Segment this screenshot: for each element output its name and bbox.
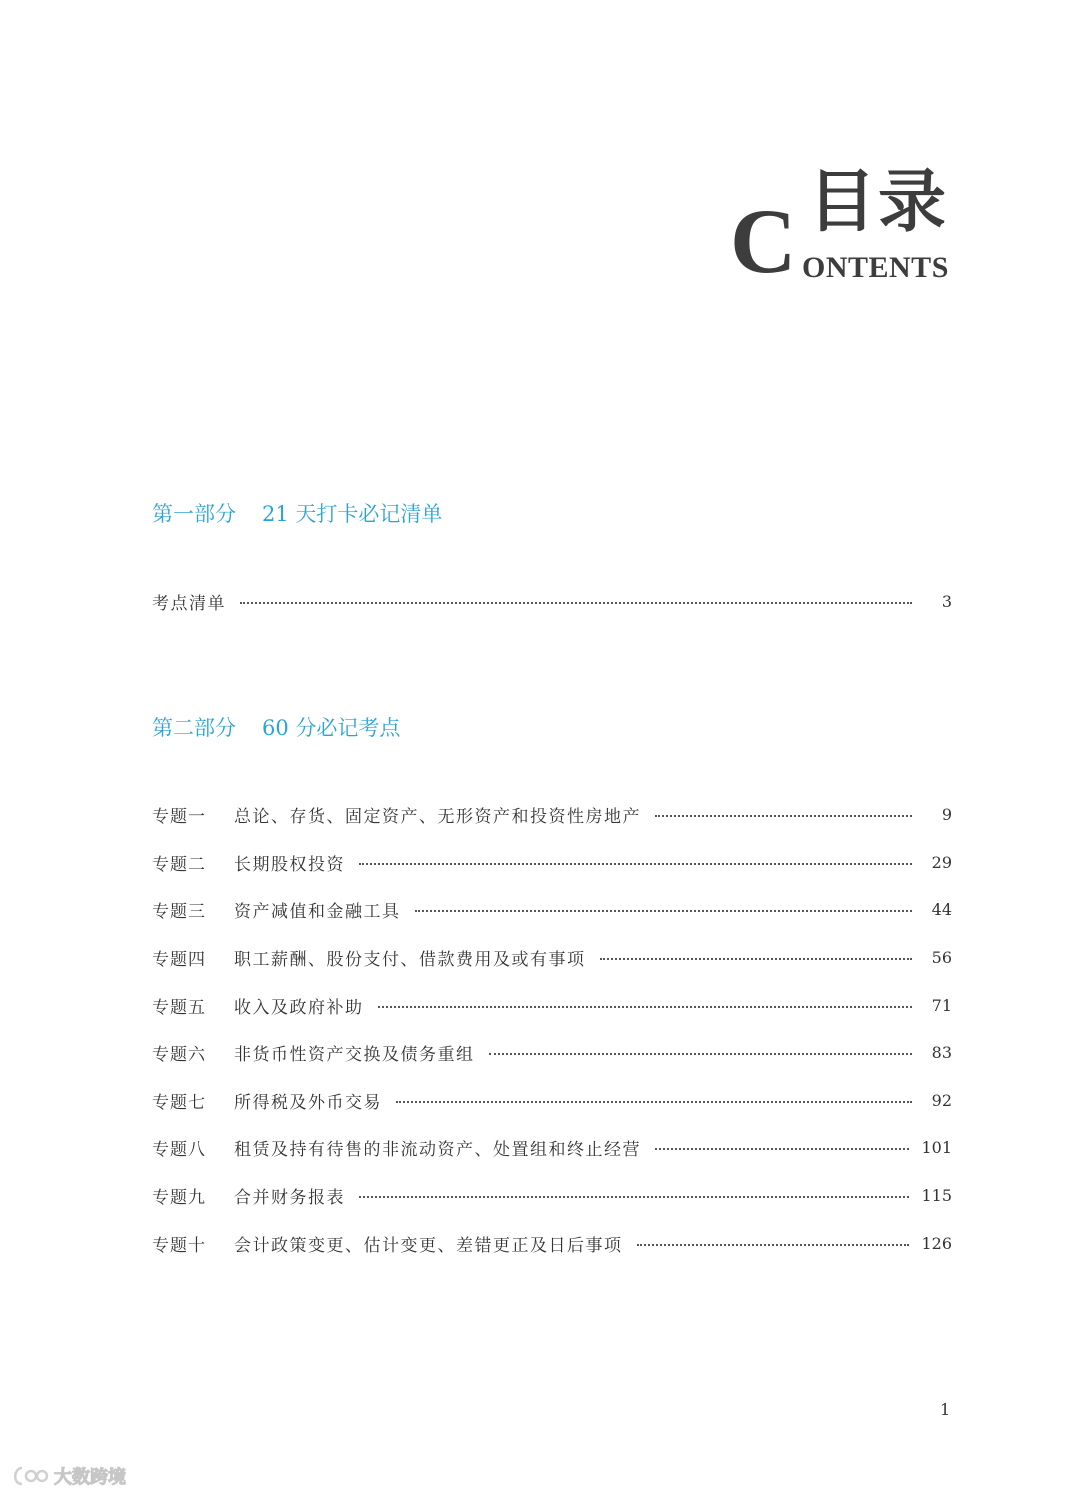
toc-dot-leader bbox=[655, 815, 912, 817]
toc-dot-leader bbox=[378, 1006, 913, 1008]
toc-entry[interactable] bbox=[152, 1229, 952, 1257]
toc-dot-leader bbox=[489, 1053, 913, 1055]
part-one-heading bbox=[152, 500, 442, 528]
toc-dot-leader bbox=[655, 1148, 909, 1150]
toc-entry-title: 长期股权投资 bbox=[234, 854, 345, 875]
part-one-title: 21 天打卡必记清单 bbox=[262, 502, 443, 526]
toc-entry-page: 115 bbox=[921, 1185, 952, 1205]
toc-dot-leader bbox=[396, 1101, 912, 1103]
toc-entry-title: 租赁及持有待售的非流动资产、处置组和终止经营 bbox=[234, 1139, 641, 1160]
toc-entry[interactable] bbox=[152, 943, 952, 971]
contents-subtitle: ONTENTS bbox=[802, 251, 949, 284]
toc-entry[interactable] bbox=[152, 1181, 952, 1209]
toc-entry[interactable] bbox=[152, 848, 952, 876]
toc-entry[interactable] bbox=[152, 1038, 952, 1066]
part-one-label: 第一部分 bbox=[152, 502, 236, 526]
toc-entry-title: 非货币性资产交换及债务重组 bbox=[234, 1044, 475, 1065]
part-two-heading bbox=[152, 714, 400, 742]
part-two-title: 60 分必记考点 bbox=[262, 716, 401, 740]
toc-entry-page: 56 bbox=[931, 947, 952, 967]
toc-entry-page: 92 bbox=[931, 1090, 952, 1110]
toc-entry[interactable] bbox=[152, 1086, 952, 1114]
toc-entry-title: 职工薪酬、股份支付、借款费用及或有事项 bbox=[234, 949, 586, 970]
toc-entry-topic: 专题二 bbox=[152, 854, 206, 875]
contents-title: 目录 bbox=[808, 163, 949, 242]
toc-entry-title: 总论、存货、固定资产、无形资产和投资性房地产 bbox=[234, 806, 641, 827]
toc-entry-title: 考点清单 bbox=[152, 593, 226, 614]
toc-entry-page: 9 bbox=[941, 804, 952, 824]
toc-dot-leader bbox=[359, 1196, 909, 1198]
toc-entry-topic: 专题七 bbox=[152, 1092, 206, 1113]
toc-entry-title: 收入及政府补助 bbox=[234, 997, 364, 1018]
toc-entry-checklist[interactable] bbox=[152, 587, 952, 615]
toc-entry[interactable] bbox=[152, 991, 952, 1019]
toc-entry-topic: 专题八 bbox=[152, 1139, 206, 1160]
toc-entry[interactable] bbox=[152, 800, 952, 828]
toc-entry-title: 合并财务报表 bbox=[234, 1187, 345, 1208]
toc-entry-topic: 专题六 bbox=[152, 1044, 206, 1065]
contents-header bbox=[730, 165, 960, 295]
toc-entry-topic: 专题四 bbox=[152, 949, 206, 970]
toc-dot-leader bbox=[637, 1244, 910, 1246]
toc-entry-page: 29 bbox=[931, 852, 952, 872]
toc-dot-leader bbox=[359, 863, 912, 865]
toc-dot-leader bbox=[415, 910, 913, 912]
toc-entry-page: 83 bbox=[931, 1042, 952, 1062]
part-two-label: 第二部分 bbox=[152, 716, 236, 740]
toc-dot-leader bbox=[240, 602, 912, 604]
toc-entry[interactable] bbox=[152, 1133, 952, 1161]
watermark bbox=[10, 1463, 126, 1489]
toc-entry-title: 资产减值和金融工具 bbox=[234, 901, 401, 922]
toc-entry-page: 126 bbox=[921, 1233, 952, 1253]
toc-entry-page: 101 bbox=[921, 1137, 952, 1157]
toc-entry-topic: 专题五 bbox=[152, 997, 206, 1018]
toc-entry-topic: 专题三 bbox=[152, 901, 206, 922]
toc-entry-topic: 专题十 bbox=[152, 1235, 206, 1256]
toc-entry-page: 44 bbox=[931, 899, 952, 919]
page-number: 1 bbox=[940, 1400, 951, 1419]
watermark-logo-icon bbox=[10, 1464, 50, 1488]
toc-entry-page: 71 bbox=[931, 995, 952, 1015]
toc-entry-title: 会计政策变更、估计变更、差错更正及日后事项 bbox=[234, 1235, 623, 1256]
toc-entry-topic: 专题九 bbox=[152, 1187, 206, 1208]
toc-entry-page: 3 bbox=[941, 591, 952, 611]
toc-dot-leader bbox=[600, 958, 913, 960]
toc-entry-title: 所得税及外币交易 bbox=[234, 1092, 382, 1113]
toc-entry[interactable] bbox=[152, 895, 952, 923]
toc-entry-topic: 专题一 bbox=[152, 806, 206, 827]
contents-initial-letter: C bbox=[730, 190, 797, 292]
watermark-text: 大数跨境 bbox=[54, 1467, 126, 1488]
